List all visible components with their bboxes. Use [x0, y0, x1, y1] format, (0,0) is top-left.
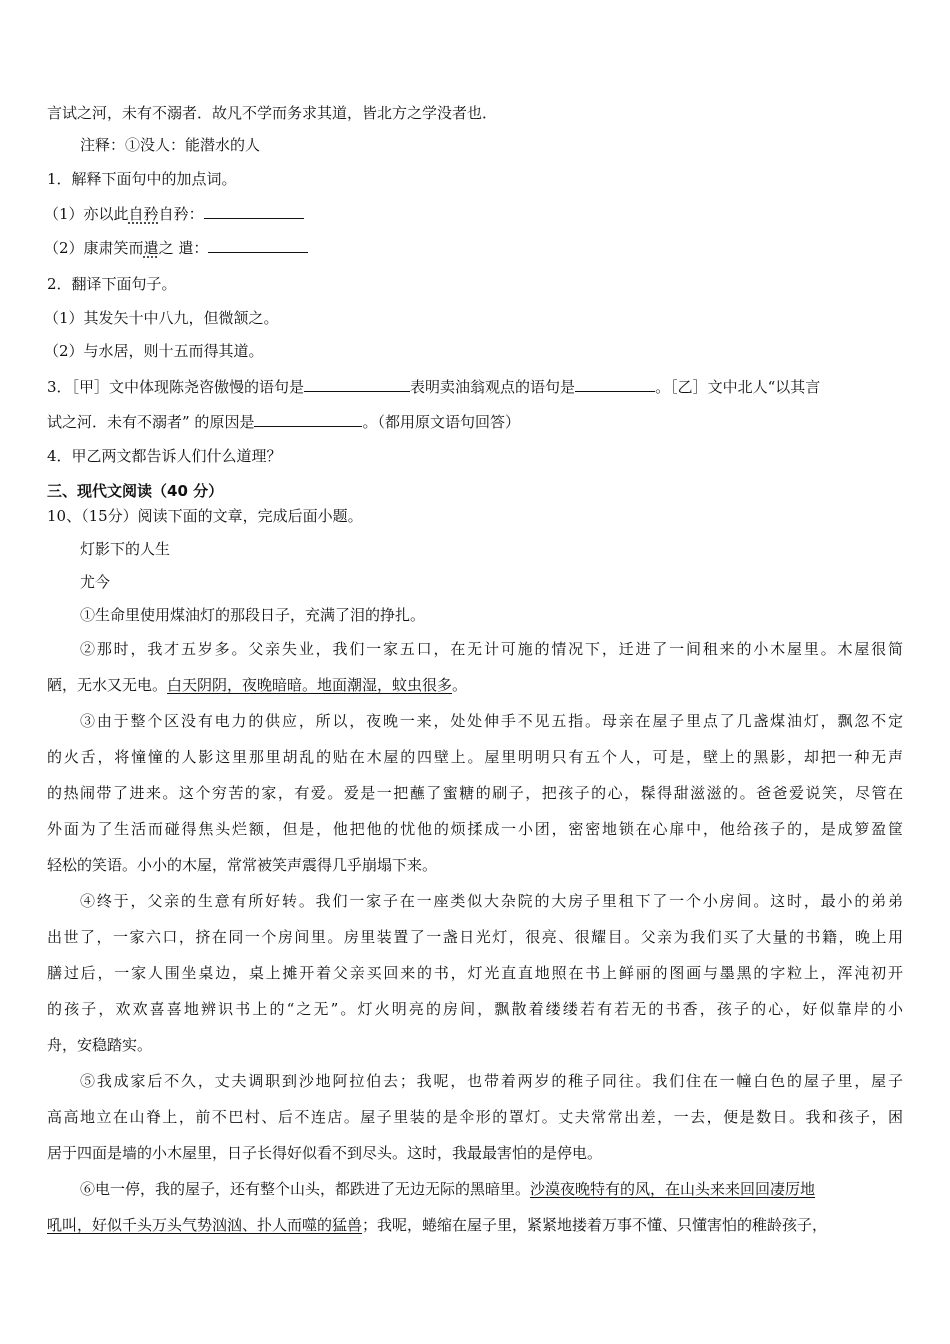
underlined-sentence: 白天阴阴，夜晚暗暗。地面潮湿，蚊虫很多 [167, 676, 453, 694]
question-1: 1．解释下面句中的加点词。 [47, 170, 237, 188]
question-3-cont: 试之河．未有不溺者” 的原因是 。（都用原文语句回答） [47, 413, 520, 431]
paragraph-2-line: ②那时，我才五岁多。父亲失业，我们一家五口，在无计可施的情况下，迁进了一间租来的小木屋里。木屋很简 [80, 640, 903, 658]
answer-blank[interactable] [575, 376, 655, 392]
paragraph-1: ①生命里使用煤油灯的那段日子，充满了泪的挣扎。 [80, 606, 426, 624]
section-heading: 三、现代文阅读（40 分） [47, 482, 224, 500]
answer-blank[interactable] [254, 411, 362, 427]
paragraph-5-line: 高高地立在山脊上，前不巴村、后不连店。屋子里装的是伞形的罩灯。丈夫常常出差，一去，便是数日。我和孩子，困 [47, 1108, 903, 1126]
paragraph-6-line: 吼叫，好似千头万头气势汹汹、扑人而噬的猛兽；我呢，蜷缩在屋子里，紧紧地搂着万事不懂、只懂害怕的稚龄孩子， [47, 1216, 828, 1234]
dotted-word: 自矜 [128, 205, 159, 223]
question-2: 2．翻译下面句子。 [47, 275, 177, 293]
paragraph-6-line: ⑥电一停，我的屋子，还有整个山头，都跌进了无边无际的黑暗里。沙漠夜晚特有的风，在山头来来回回凄厉地 [80, 1180, 816, 1198]
question-2-item-2: （2）与水居，则十五而得其道。 [44, 342, 264, 360]
paragraph-3-line: 轻松的笑语。小小的木屋，常常被笑声震得几乎崩塌下来。 [47, 856, 438, 874]
annotation-note: 注释：①没人：能潜水的人 [80, 136, 261, 154]
question-1-item-2: （2）康肃笑而遣之 遣： [44, 237, 308, 258]
paragraph-4-line: 的孩子，欢欢喜喜地辨识书上的“之无”。灯火明亮的房间，飘散着缕缕若有若无的书香，孩子的心，好似靠岸的小 [47, 1000, 903, 1018]
paragraph-3-line: 外面为了生活而碰得焦头烂额，但是，他把他的忧他的烦揉成一小团，密密地锁在心扉中，他给孩子的，是成箩盈筐 [47, 820, 903, 838]
paragraph-4-line: ④终于，父亲的生意有所好转。我们一家子在一座类似大杂院的大房子里租下了一个小房间。这时，最小的弟弟 [80, 892, 903, 910]
answer-blank[interactable] [204, 203, 304, 219]
underlined-sentence: 沙漠夜晚特有的风，在山头来来回回凄厉地 [530, 1180, 816, 1198]
paragraph-4-line: 出世了，一家六口，挤在同一个房间里。房里装置了一盏日光灯，很亮、很耀目。父亲为我们买了大量的书籍，晚上用 [47, 928, 903, 946]
paragraph-5-line: ⑤我成家后不久，丈夫调职到沙地阿拉伯去；我呢，也带着两岁的稚子同往。我们住在一幢白色的屋子里，屋子 [80, 1072, 903, 1090]
dotted-word: 遣 [143, 239, 159, 257]
paragraph-3-line: 的热闹带了进来。这个穷苦的家，有爱。爱是一把蘸了蜜糖的刷子，把孩子的心，髹得甜滋滋的。爸爸爱说笑，尽管在 [47, 784, 903, 802]
paragraph-3-line: ③由于整个区没有电力的供应，所以，夜晚一来，处处伸手不见五指。母亲在屋子里点了几盏煤油灯，飘忽不定 [80, 712, 903, 730]
question-4: 4．甲乙两文都告诉人们什么道理？ [47, 447, 282, 465]
question-2-item-1: （1）其发矢十中八九，但微颔之。 [44, 309, 279, 327]
paragraph-4-line: 膳过后，一家人围坐桌边，桌上摊开着父亲买回来的书，灯光直直地照在书上鲜丽的图画与墨黑的字粒上，浑沌初开 [47, 964, 903, 982]
passage-line: 言试之河，未有不溺者．故凡不学而务求其道，皆北方之学没者也． [47, 104, 498, 122]
article-title: 灯影下的人生 [80, 540, 171, 558]
question-10: 10、（15分）阅读下面的文章，完成后面小题。 [47, 507, 363, 525]
paragraph-2-line: 陋，无水又无电。白天阴阴，夜晚暗暗。地面潮湿，蚊虫很多。 [47, 676, 468, 694]
answer-blank[interactable] [208, 237, 308, 253]
answer-blank[interactable] [304, 376, 410, 392]
paragraph-3-line: 的火舌，将憧憧的人影这里那里胡乱的贴在木屋的四壁上。屋里明明只有五个人，可是，壁上的黑影，却把一种无声 [47, 748, 903, 766]
paragraph-5-line: 居于四面是墙的小木屋里，日子长得好似看不到尽头。这时，我最最害怕的是停电。 [47, 1144, 603, 1162]
question-1-item-1: （1）亦以此自矜自矜： [44, 203, 304, 224]
article-author: 尤今 [80, 573, 111, 591]
underlined-sentence: 吼叫，好似千头万头气势汹汹、扑人而噬的猛兽 [47, 1216, 363, 1234]
question-3: 3．［甲］文中体现陈尧咨傲慢的语句是 表明卖油翁观点的语句是 。［乙］文中北人“以其言 [47, 378, 821, 396]
paragraph-4-line: 舟，安稳踏实。 [47, 1036, 153, 1054]
